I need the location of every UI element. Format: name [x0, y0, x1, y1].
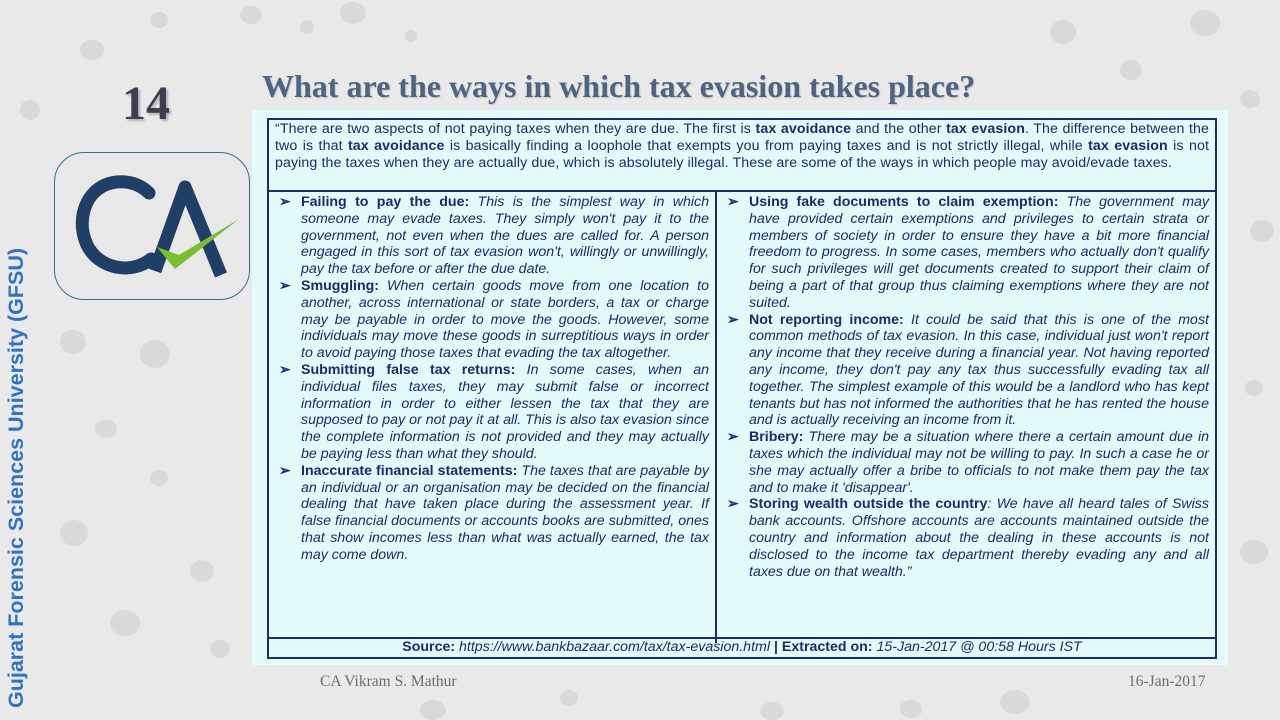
- intro-segment: and the other: [851, 121, 947, 137]
- bullet-heading: Storing wealth outside the country: [749, 496, 988, 513]
- intro-segment: . The difference between the two is that: [275, 121, 1210, 154]
- bullet-item: [279, 194, 709, 278]
- bullet-item: [279, 463, 709, 564]
- source-separator: |: [773, 639, 778, 655]
- extracted-label: Extracted on:: [777, 639, 873, 655]
- left-column: [269, 192, 717, 643]
- bullet-body: This is the simplest way in which someone may evade taxes. They simply won't pay it to the government, not even when the dues are called for. A person engaged in this sort of tax evasion won't, willingly or unwillingly, pay the tax before or after the due date.: [301, 194, 709, 278]
- source-label: Source:: [402, 639, 456, 655]
- university-side-label: Gujarat Forensic Sciences University (GFSU): [4, 247, 28, 708]
- intro-segment: is not paying the taxes when they are actually due, which is absolutely illegal. These are some of the ways in which people may avoid/evade taxes.: [275, 137, 1210, 171]
- bullet-body: It could be said that this is one of the most common methods of tax evasion. In this case, individual just won't report any income that they receive during a financial year. Not having reported any income, they don't pay any tax thus successfully evading tax all together. The simplest example of this would be a landlord who has kept tenants but has not informed the authorities that he has rented the house and is actually receiving an income from it.: [749, 311, 1209, 429]
- arrow-bullet-icon: ➢: [727, 311, 739, 328]
- bullet-heading: Failing to pay the due:: [301, 194, 470, 210]
- bullet-item: [727, 194, 1209, 312]
- footer-author: CA Vikram S. Mathur: [320, 673, 457, 690]
- bullet-heading: Smuggling:: [301, 277, 380, 294]
- intro-segment: is basically finding a loophole that exempts you from paying taxes and is not strictly illegal, while: [444, 137, 1089, 154]
- intro-segment: tax evasion: [946, 121, 1025, 137]
- arrow-bullet-icon: ➢: [279, 361, 291, 378]
- bullet-body: : We have all heard tales of Swiss bank accounts. Offshore accounts are accounts maintained outside the country and information about the dealing in these accounts is not disclosed to the income tax department thereby evading any and all taxes due on that wealth.”: [749, 496, 1209, 580]
- source-url: https://www.bankbazaar.com/tax/tax-evasion.html: [455, 639, 774, 655]
- bullet-body: There may be a situation where there a certain amount due in taxes which the individual may not be willing to pay. In such a case he or she may actually offer a bribe to officials to not make them pay the tax and to make it 'disappear'.: [749, 429, 1209, 496]
- intro-segment: tax avoidance: [347, 137, 445, 154]
- slide-title: What are the ways in which tax evasion takes place?: [262, 68, 976, 104]
- arrow-bullet-icon: ➢: [279, 277, 291, 294]
- ca-logo-icon: [67, 171, 243, 283]
- bullet-item: [279, 278, 709, 362]
- arrow-bullet-icon: ➢: [727, 496, 739, 513]
- extracted-value: 15-Jan-2017 @ 00:58 Hours IST: [872, 639, 1082, 655]
- bullet-item: [727, 429, 1209, 496]
- bullet-item: [279, 362, 709, 463]
- content-frame: [267, 118, 1217, 659]
- intro-segment: “There are two aspects of not paying taxes when they are due. The first is: [275, 121, 756, 137]
- bullet-body: The taxes that are payable by an individual or an organisation may be decided on the financial dealing that have taken place during the assessment year. If false financial documents or accounts books are submitted, ones that show incomes less than what was actually earned, the tax may come down.: [301, 462, 710, 563]
- slide-number: 14: [122, 77, 170, 130]
- footer-date: 16-Jan-2017: [1128, 673, 1206, 690]
- intro-paragraph: [269, 120, 1215, 192]
- intro-segment: tax evasion: [1088, 137, 1168, 154]
- bullet-body: When certain goods move from one location to another, across international or state borders, a tax or charge may be payable in order to move the goods. However, some individuals may move these goods in surreptitious ways in order to avoid paying those taxes that evading the tax altogether.: [301, 277, 709, 362]
- bullet-heading: Submitting false tax returns:: [301, 361, 516, 378]
- ca-logo: [54, 152, 250, 300]
- bullet-heading: Inaccurate financial statements:: [301, 462, 518, 479]
- arrow-bullet-icon: ➢: [279, 194, 291, 210]
- source-line: [269, 637, 1215, 657]
- bullet-item: [727, 312, 1209, 430]
- arrow-bullet-icon: ➢: [727, 429, 739, 446]
- bullet-body: The government may have provided certain exemptions and privileges to certain strata or members of society in order to ensure they have a bit more financial freedom to progress. In some cases, members who actually don't qualify for such privileges will get documents created to support their claim of being a part of that group thus claiming exemptions where they are not suited.: [749, 194, 1209, 311]
- bullet-body: In some cases, when an individual files taxes, they may submit false or incorrect information in order to either lessen the tax that they are supposed to pay or not pay it at all. This is also tax evasion since the complete information is not provided and they may actually be paying less than what they should.: [301, 361, 709, 462]
- right-column: [717, 192, 1215, 643]
- arrow-bullet-icon: ➢: [279, 462, 291, 479]
- bullet-heading: Bribery:: [749, 429, 804, 446]
- content-panel: [252, 110, 1228, 665]
- bullet-heading: Not reporting income:: [749, 311, 904, 328]
- intro-segment: tax avoidance: [755, 121, 852, 137]
- bullet-item: [727, 496, 1209, 580]
- bullet-heading: Using fake documents to claim exemption:: [749, 194, 1059, 210]
- arrow-bullet-icon: ➢: [727, 194, 739, 210]
